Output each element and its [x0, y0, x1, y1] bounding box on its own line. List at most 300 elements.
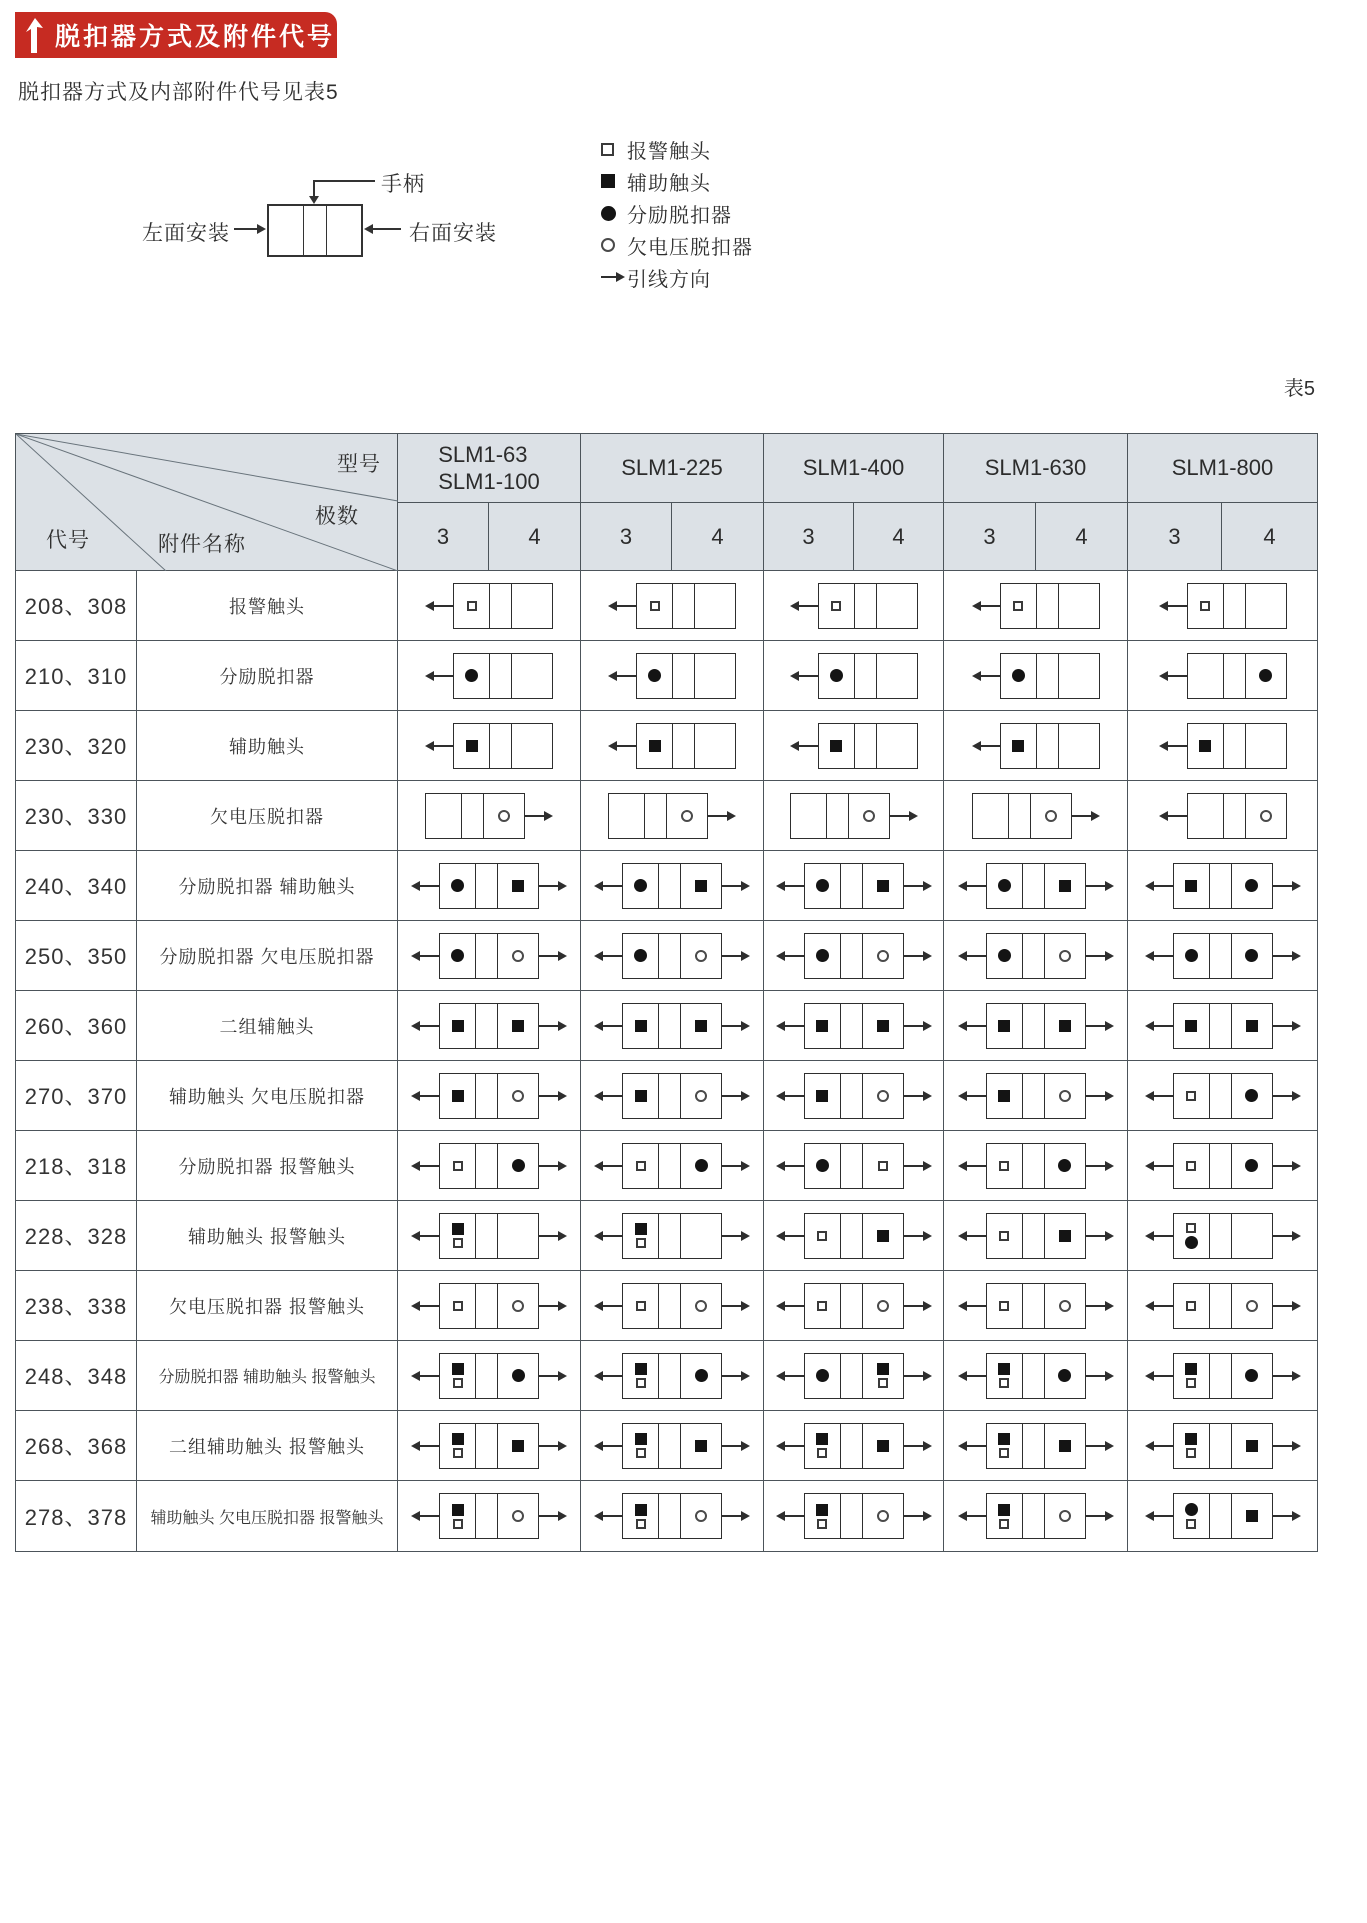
diagram-cell: [398, 1341, 581, 1411]
lead-arrow-right-icon: [904, 1441, 932, 1451]
trip-unit-diagram: [972, 723, 1100, 769]
lead-arrow-left-icon: [1159, 741, 1187, 751]
left-compartment: [1174, 1354, 1210, 1398]
code-cell: 230、330: [16, 781, 137, 851]
breaker-box: [986, 1423, 1086, 1469]
breaker-box: [986, 933, 1086, 979]
lead-arrow-right-icon: [539, 881, 567, 891]
handle-compartment: [476, 1424, 498, 1468]
handle-compartment: [476, 1004, 498, 1048]
breaker-box: [1187, 793, 1287, 839]
code-cell: 240、340: [16, 851, 137, 921]
aux-contact-symbol: [1199, 740, 1211, 752]
legend-item-lead-direction: [601, 266, 753, 291]
alarm-contact-symbol: [636, 1519, 646, 1529]
lead-arrow-right-icon: [1273, 1091, 1301, 1101]
right-compartment: [695, 584, 735, 628]
right-compartment: [863, 1004, 903, 1048]
table-corner-cell: [16, 434, 398, 571]
trip-unit-diagram: [1145, 1073, 1301, 1119]
aux-contact-symbol: [512, 880, 524, 892]
lead-arrow-left-icon: [1145, 1091, 1173, 1101]
right-compartment: [498, 1004, 538, 1048]
left-compartment: [1174, 934, 1210, 978]
left-compartment: [426, 794, 462, 838]
trip-unit-diagram: [594, 1493, 750, 1539]
breaker-box: [818, 583, 918, 629]
trip-unit-diagram: [1159, 583, 1287, 629]
breaker-box: [622, 1353, 722, 1399]
handle-compartment: [476, 1284, 498, 1328]
diagram-cell: [764, 1201, 944, 1271]
handle-compartment: [841, 1354, 863, 1398]
diagram-cell: [944, 991, 1128, 1061]
left-compartment: [1174, 1144, 1210, 1188]
model-header-slm1-630: SLM1-630: [944, 434, 1128, 503]
breaker-box: [1173, 933, 1273, 979]
lead-arrow-left-icon: [958, 881, 986, 891]
trip-unit-diagram: [958, 933, 1114, 979]
left-compartment: [791, 794, 827, 838]
right-compartment: [1059, 724, 1099, 768]
diagram-cell: [764, 1481, 944, 1551]
diagram-cell: [944, 1061, 1128, 1131]
left-compartment: [440, 1004, 476, 1048]
aux-contact-symbol: [998, 1363, 1010, 1375]
shunt-trip-symbol: [451, 949, 464, 962]
undervoltage-trip-symbol: [877, 1300, 889, 1312]
lead-arrow-right-icon: [539, 1161, 567, 1171]
trip-unit-diagram: [1145, 863, 1301, 909]
left-mount-arrow-icon: [257, 224, 266, 234]
lead-arrow-right-icon: [904, 1021, 932, 1031]
left-compartment: [987, 1074, 1023, 1118]
breaker-box: [636, 723, 736, 769]
right-mount-line: [373, 228, 401, 230]
breaker-box: [1173, 1073, 1273, 1119]
aux-contact-symbol: [635, 1223, 647, 1235]
trip-unit-diagram: [594, 1003, 750, 1049]
handle-compartment: [659, 1144, 681, 1188]
diagram-cell: [944, 781, 1128, 851]
symbol-legend: [601, 138, 753, 298]
accessory-name-cell: 欠电压脱扣器 报警触头: [137, 1271, 398, 1341]
breaker-box: [1187, 723, 1287, 769]
trip-unit-diagram: [594, 1143, 750, 1189]
lead-arrow-right-icon: [708, 811, 736, 821]
lead-arrow-left-icon: [1145, 881, 1173, 891]
right-compartment: [681, 1354, 721, 1398]
left-compartment: [1174, 1494, 1210, 1538]
undervoltage-trip-symbol: [877, 1090, 889, 1102]
right-compartment: [1232, 1424, 1272, 1468]
left-compartment: [1174, 1004, 1210, 1048]
aux-contact-symbol: [1185, 1020, 1197, 1032]
accessory-name-cell: 分励脱扣器 欠电压脱扣器: [137, 921, 398, 991]
aux-contact-symbol: [452, 1090, 464, 1102]
alarm-contact-symbol: [467, 601, 477, 611]
lead-arrow-right-icon: [722, 1301, 750, 1311]
breaker-box: [986, 1003, 1086, 1049]
left-compartment: [987, 1284, 1023, 1328]
legend-item-alarm-contact: [601, 138, 753, 163]
handle-compartment: [841, 1144, 863, 1188]
trip-unit-diagram: [776, 1143, 932, 1189]
handle-compartment: [476, 864, 498, 908]
lead-arrow-left-icon: [776, 881, 804, 891]
shunt-trip-symbol: [465, 669, 478, 682]
right-compartment: [667, 794, 707, 838]
diagram-cell: [1128, 711, 1317, 781]
handle-compartment: [476, 1074, 498, 1118]
legend-label: 引线方向: [627, 268, 711, 291]
breaker-box: [1187, 653, 1287, 699]
diagram-cell: [581, 1271, 764, 1341]
right-compartment: [1045, 1494, 1085, 1538]
poles-axis-label: 极数: [315, 505, 359, 528]
alarm-contact-symbol: [999, 1519, 1009, 1529]
section-banner: [15, 12, 337, 58]
diagram-cell: [1128, 641, 1317, 711]
left-compartment: [805, 1004, 841, 1048]
right-compartment: [512, 654, 552, 698]
breaker-box: [622, 1213, 722, 1259]
breaker-box: [622, 1143, 722, 1189]
right-compartment: [1232, 1284, 1272, 1328]
right-compartment: [1246, 724, 1286, 768]
handle-compartment: [1023, 1354, 1045, 1398]
trip-unit-diagram: [1159, 653, 1287, 699]
breaker-box: [804, 863, 904, 909]
aux-contact-symbol: [816, 1090, 828, 1102]
diagram-cell: [398, 1481, 581, 1551]
lead-arrow-right-icon: [722, 1441, 750, 1451]
left-compartment: [805, 934, 841, 978]
handle-compartment: [490, 584, 512, 628]
breaker-box: [986, 1073, 1086, 1119]
shunt-trip-symbol: [1245, 1089, 1258, 1102]
shunt-trip-symbol: [816, 949, 829, 962]
diagram-cell: [1128, 1131, 1317, 1201]
model-header-slm1-800: SLM1-800: [1128, 434, 1317, 503]
diagram-cell: [581, 571, 764, 641]
handle-compartment: [476, 1494, 498, 1538]
diagram-cell: [581, 921, 764, 991]
breaker-box: [1000, 653, 1100, 699]
lead-arrow-right-icon: [1273, 1511, 1301, 1521]
aux-contact-symbol: [1246, 1020, 1258, 1032]
code-cell: 208、308: [16, 571, 137, 641]
breaker-box: [804, 1143, 904, 1189]
handle-compartment: [1037, 724, 1059, 768]
trip-unit-diagram: [790, 793, 918, 839]
accessory-name-cell: 辅助触头 欠电压脱扣器: [137, 1061, 398, 1131]
lead-arrow-left-icon: [594, 951, 622, 961]
breaker-box: [439, 1073, 539, 1119]
left-compartment: [805, 1074, 841, 1118]
right-compartment: [863, 1494, 903, 1538]
handle-compartment: [476, 934, 498, 978]
lead-arrow-left-icon: [958, 1301, 986, 1311]
shunt-trip-symbol: [1245, 949, 1258, 962]
left-compartment: [805, 1144, 841, 1188]
accessory-name-cell: 辅助触头 欠电压脱扣器 报警触头: [137, 1481, 398, 1551]
aux-contact-symbol: [816, 1504, 828, 1516]
alarm-contact-symbol: [650, 601, 660, 611]
aux-contact-symbol: [512, 1440, 524, 1452]
handle-compartment: [659, 1424, 681, 1468]
lead-arrow-right-icon: [1072, 811, 1100, 821]
handle-compartment: [855, 584, 877, 628]
trip-unit-diagram: [790, 653, 918, 699]
handle-compartment: [841, 1074, 863, 1118]
left-compartment: [454, 584, 490, 628]
alarm-contact-symbol: [636, 1378, 646, 1388]
lead-arrow-right-icon: [722, 881, 750, 891]
trip-unit-diagram: [411, 1143, 567, 1189]
lead-arrow-right-icon: [539, 1021, 567, 1031]
lead-arrow-left-icon: [594, 881, 622, 891]
right-compartment: [695, 654, 735, 698]
handle-compartment: [673, 724, 695, 768]
diagram-cell: [398, 921, 581, 991]
trip-unit-diagram: [972, 793, 1100, 839]
lead-arrow-left-icon: [594, 1511, 622, 1521]
right-compartment: [681, 864, 721, 908]
lead-arrow-right-icon: [722, 1021, 750, 1031]
right-compartment: [863, 1214, 903, 1258]
lead-arrow-right-icon: [539, 1301, 567, 1311]
lead-arrow-left-icon: [411, 881, 439, 891]
lead-arrow-left-icon: [594, 1021, 622, 1031]
pole-header: 3: [764, 503, 854, 571]
right-compartment: [1246, 584, 1286, 628]
diagram-cell: [764, 921, 944, 991]
aux-contact-symbol: [452, 1363, 464, 1375]
left-compartment: [440, 1074, 476, 1118]
right-compartment: [1232, 1214, 1272, 1258]
code-cell: 260、360: [16, 991, 137, 1061]
alarm-contact-symbol: [636, 1161, 646, 1171]
trip-unit-diagram: [411, 1283, 567, 1329]
aux-contact-symbol: [877, 1020, 889, 1032]
trip-unit-diagram: [411, 1073, 567, 1119]
diagram-cell: [764, 711, 944, 781]
trip-unit-diagram: [411, 1003, 567, 1049]
diagram-cell: [1128, 851, 1317, 921]
aux-contact-symbol: [1059, 880, 1071, 892]
right-compartment: [681, 1074, 721, 1118]
left-compartment: [819, 654, 855, 698]
right-compartment: [1045, 1004, 1085, 1048]
right-compartment: [1232, 934, 1272, 978]
right-compartment: [1045, 1144, 1085, 1188]
code-cell: 228、328: [16, 1201, 137, 1271]
trip-unit-diagram: [776, 863, 932, 909]
diagram-cell: [764, 1341, 944, 1411]
code-cell: 230、320: [16, 711, 137, 781]
trip-unit-diagram: [411, 933, 567, 979]
diagram-cell: [1128, 1201, 1317, 1271]
diagram-cell: [398, 571, 581, 641]
diagram-cell: [1128, 921, 1317, 991]
aux-contact-symbol: [1185, 1363, 1197, 1375]
alarm-contact-symbol: [817, 1519, 827, 1529]
lead-arrow-right-icon: [1273, 1301, 1301, 1311]
shunt-trip-symbol: [695, 1159, 708, 1172]
left-compartment: [1188, 584, 1224, 628]
left-compartment: [623, 1424, 659, 1468]
right-compartment: [498, 1284, 538, 1328]
model-header-slm1-63-100: SLM1-63 SLM1-100: [398, 434, 581, 503]
handle-compartment: [827, 794, 849, 838]
shunt-trip-symbol: [1058, 1159, 1071, 1172]
handle-compartment: [1023, 1144, 1045, 1188]
handle-compartment: [1210, 1144, 1232, 1188]
right-compartment: [681, 1004, 721, 1048]
shunt-trip-symbol: [1245, 1369, 1258, 1382]
right-compartment: [681, 1214, 721, 1258]
banner-arrow-icon: [25, 17, 45, 53]
aux-contact-symbol: [1059, 1020, 1071, 1032]
left-compartment: [454, 724, 490, 768]
diagram-cell: [581, 641, 764, 711]
breaker-box: [1173, 1003, 1273, 1049]
trip-unit-diagram: [776, 1493, 932, 1539]
code-cell: 270、370: [16, 1061, 137, 1131]
handle-compartment: [1023, 1494, 1045, 1538]
diagram-cell: [764, 781, 944, 851]
lead-arrow-right-icon: [904, 951, 932, 961]
left-compartment: [805, 1214, 841, 1258]
trip-unit-diagram: [411, 1353, 567, 1399]
lead-arrow-right-icon: [722, 951, 750, 961]
diagram-cell: [1128, 1341, 1317, 1411]
legend-item-undervoltage-trip: [601, 234, 753, 259]
left-compartment: [1188, 654, 1224, 698]
shunt-trip-symbol: [830, 669, 843, 682]
lead-arrow-left-icon: [594, 1161, 622, 1171]
model-header-slm1-225: SLM1-225: [581, 434, 764, 503]
lead-arrow-left-icon: [1145, 951, 1173, 961]
shunt-trip-symbol: [1185, 1503, 1198, 1516]
lead-arrow-right-icon: [1273, 1231, 1301, 1241]
lead-arrow-left-icon: [1145, 1511, 1173, 1521]
right-compartment: [498, 1214, 538, 1258]
breaker-box: [804, 1003, 904, 1049]
trip-unit-diagram: [1145, 1493, 1301, 1539]
code-cell: 278、378: [16, 1481, 137, 1551]
right-compartment: [877, 724, 917, 768]
undervoltage-trip-symbol: [681, 810, 693, 822]
aux-contact-symbol: [816, 1433, 828, 1445]
undervoltage-trip-symbol: [877, 950, 889, 962]
legend-item-aux-contact: [601, 170, 753, 195]
lead-arrow-right-icon: [1086, 881, 1114, 891]
handle-compartment: [841, 1424, 863, 1468]
lead-arrow-left-icon: [958, 951, 986, 961]
trip-unit-diagram: [958, 1353, 1114, 1399]
breaker-box: [453, 723, 553, 769]
breaker-box: [1173, 1493, 1273, 1539]
undervoltage-trip-symbol: [695, 1510, 707, 1522]
breaker-box: [622, 1493, 722, 1539]
right-compartment: [512, 584, 552, 628]
code-cell: 268、368: [16, 1411, 137, 1481]
aux-contact-symbol: [1246, 1510, 1258, 1522]
lead-arrow-right-icon: [1086, 1511, 1114, 1521]
trip-unit-diagram: [1145, 1283, 1301, 1329]
right-compartment: [877, 584, 917, 628]
lead-arrow-left-icon: [1145, 1021, 1173, 1031]
breaker-box: [986, 1493, 1086, 1539]
breaker-box: [986, 1353, 1086, 1399]
aux-contact-symbol: [649, 740, 661, 752]
diagram-cell: [944, 851, 1128, 921]
handle-compartment: [476, 1144, 498, 1188]
lead-arrow-right-icon: [904, 881, 932, 891]
lead-arrow-left-icon: [776, 1021, 804, 1031]
right-compartment: [498, 1424, 538, 1468]
left-compartment: [987, 1214, 1023, 1258]
left-compartment: [623, 1144, 659, 1188]
handle-compartment: [1023, 1424, 1045, 1468]
right-compartment: [863, 864, 903, 908]
left-compartment: [609, 794, 645, 838]
left-compartment: [1001, 654, 1037, 698]
left-compartment: [1001, 584, 1037, 628]
breaker-box: [439, 1003, 539, 1049]
alarm-contact-symbol: [817, 1231, 827, 1241]
alarm-contact-symbol: [1186, 1091, 1196, 1101]
shunt-trip-symbol-icon: [601, 206, 616, 221]
trip-unit-diagram: [1159, 723, 1287, 769]
aux-contact-symbol: [635, 1363, 647, 1375]
breaker-box: [622, 1423, 722, 1469]
undervoltage-trip-symbol: [1059, 950, 1071, 962]
breaker-box: [1000, 583, 1100, 629]
lead-arrow-left-icon: [608, 741, 636, 751]
alarm-contact-symbol: [878, 1378, 888, 1388]
trip-unit-diagram: [411, 1423, 567, 1469]
left-compartment: [637, 584, 673, 628]
handle-compartment: [304, 206, 327, 255]
handle-compartment: [1224, 794, 1246, 838]
lead-arrow-right-icon: [539, 1371, 567, 1381]
lead-arrow-left-icon: [411, 951, 439, 961]
pole-header: 3: [581, 503, 672, 571]
breaker-box: [1173, 1143, 1273, 1189]
right-compartment: [1246, 794, 1286, 838]
diagram-cell: [764, 851, 944, 921]
left-mount-label: 左面安装: [142, 222, 230, 245]
accessory-name-cell: 分励脱扣器 报警触头: [137, 1131, 398, 1201]
right-compartment: [1232, 1144, 1272, 1188]
aux-contact-symbol: [877, 880, 889, 892]
alarm-contact-symbol: [453, 1448, 463, 1458]
aux-contact-symbol: [635, 1090, 647, 1102]
code-axis-label: 代号: [46, 529, 90, 552]
handle-compartment: [659, 1214, 681, 1258]
left-compartment: [440, 864, 476, 908]
pole-header: 3: [944, 503, 1036, 571]
left-compartment: [440, 934, 476, 978]
lead-arrow-left-icon: [594, 1371, 622, 1381]
right-compartment: [863, 934, 903, 978]
aux-contact-symbol: [877, 1363, 889, 1375]
left-compartment: [440, 1424, 476, 1468]
lead-arrow-right-icon: [1086, 1441, 1114, 1451]
